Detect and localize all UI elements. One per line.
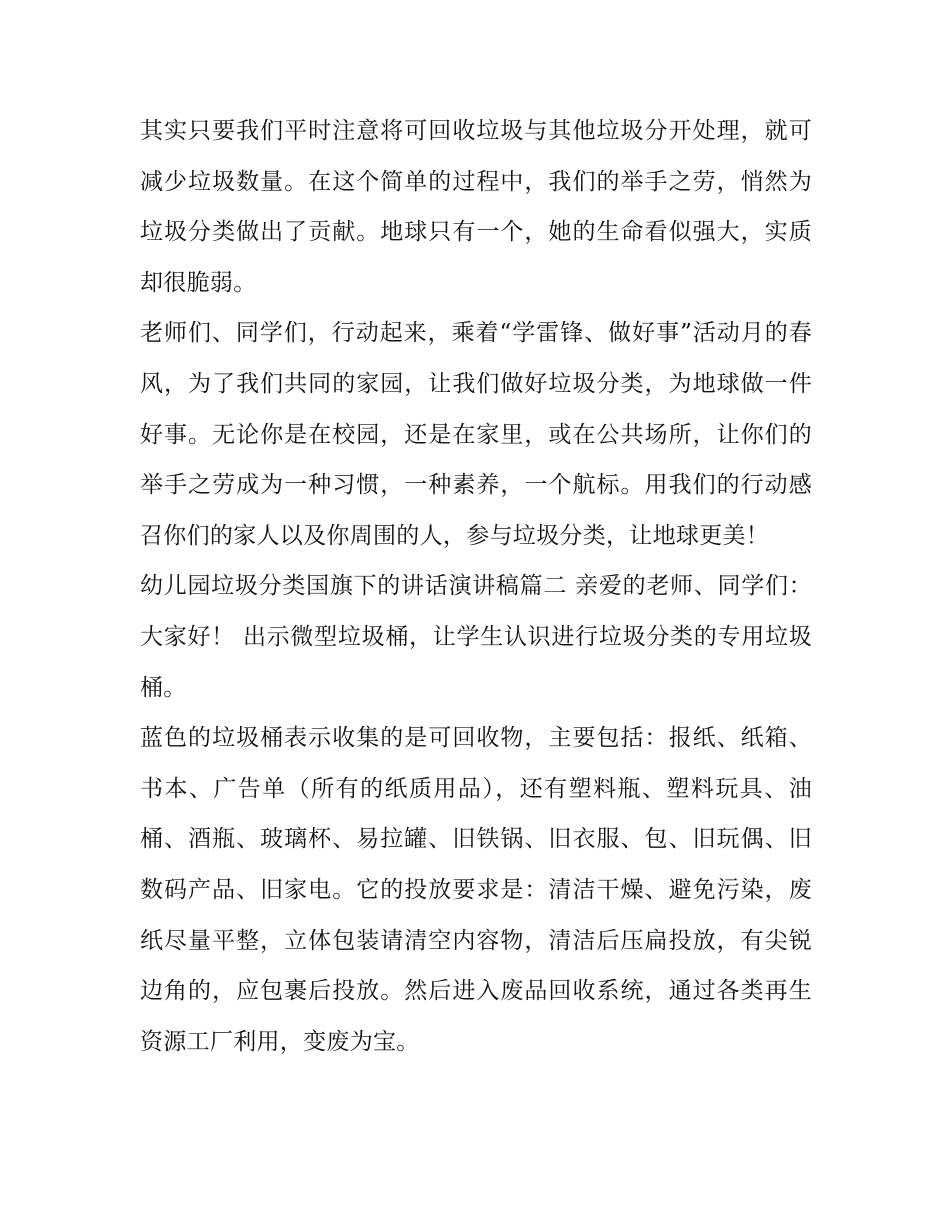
paragraph-recycling-intro: 其实只要我们平时注意将可回收垃圾与其他垃圾分开处理，就可减少垃圾数量。在这个简单的过程中，我们的举手之劳，悄然为垃圾分类做出了贡献。地球只有一个，她的生命看似强大，实质却很脆弱。	[140, 118, 812, 296]
paragraph-call-to-action: 老师们、同学们，行动起来，乘着“学雷锋、做好事”活动月的春风，为了我们共同的家园，让我们做好垃圾分类，为地球做一件好事。无论你是在校园，还是在家里，或在公共场所，让你们的举手之劳成为一种习惯，一种素养，一个航标。用我们的行动感召你们的家人以及你周围的人，参与垃圾分类，让地球更美！	[140, 320, 812, 549]
paragraph-speech-part-two: 幼儿园垃圾分类国旗下的讲话演讲稿篇二 亲爱的老师、同学们： 大家好！ 出示微型垃圾桶，让学生认识进行垃圾分类的专用垃圾桶。	[140, 573, 812, 701]
paragraph-blue-bin-recyclables: 蓝色的垃圾桶表示收集的是可回收物，主要包括：报纸、纸箱、书本、广告单（所有的纸质用品），还有塑料瓶、塑料玩具、油桶、酒瓶、玻璃杯、易拉罐、旧铁锅、旧衣服、包、旧玩偶、旧数码产品、旧家电。它的投放要求是：清洁干燥、避免污染，废纸尽量平整，立体包装请清空内容物，清洁后压扁投放，有尖锐边角的，应包裹后投放。然后进入废品回收系统，通过各类再生资源工厂利用，变废为宝。	[140, 725, 812, 1055]
document-body	[140, 106, 812, 1067]
